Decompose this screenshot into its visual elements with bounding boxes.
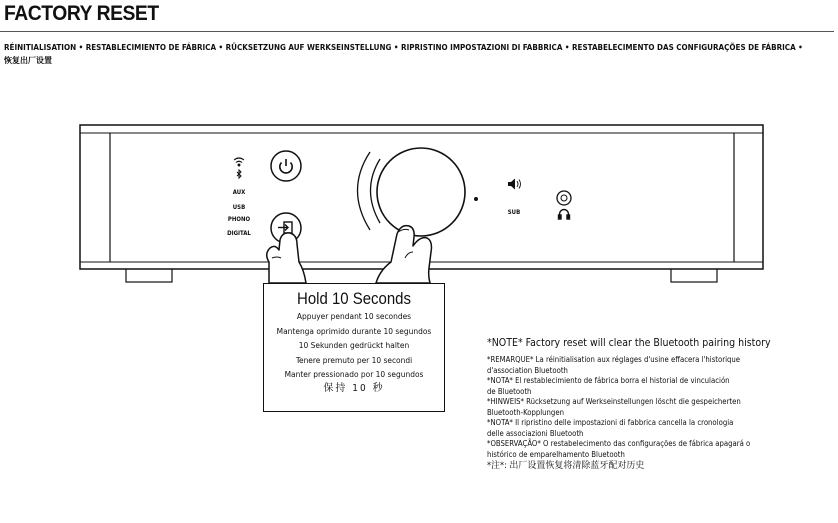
note-line: *OBSERVAÇÃO* O restabelecimento das configurações de fábrica apagará o <box>487 439 751 448</box>
right-foot <box>671 268 717 282</box>
translated-titles-line: RÉINITIALISATION • RESTABLECIMIENTO DE FÁBRICA • RÜCKSETZUNG AUF WERKSEINSTELLUNG • RIPRISTINO IMPOSTAZIONI DI FABBRICA • RESTABELECIMENTO DAS CONFIGURAÇÕES DE FÁBRICA • <box>4 43 803 52</box>
hold-line-zh: 保持 10 秒 <box>323 382 385 394</box>
hold-line-fr: Appuyer pendant 10 secondes <box>296 311 412 321</box>
hold-line-it: Tenere premuto per 10 secondi <box>295 354 413 365</box>
note-line: Bluetooth-Kopplungen <box>487 407 564 417</box>
input-label-usb: USB <box>232 204 246 211</box>
translated-title-zh: 恢复出厂设置 <box>4 56 52 65</box>
note-line: de Bluetooth <box>487 386 532 396</box>
hold-instruction-box <box>263 283 445 412</box>
left-foot <box>126 268 172 282</box>
headphone-jack[interactable] <box>557 191 571 205</box>
hold-line-es: Mantenga oprimido durante 10 segundos <box>276 325 432 336</box>
note-line: *REMARQUE* La réinitialisation aux réglages d'usine effacera l'historique <box>487 355 741 364</box>
hold-line-de: 10 Sekunden gedrückt halten <box>298 340 410 350</box>
note-line: *HINWEIS* Rücksetzung auf Werkseinstellungen löscht die gespeicherten <box>487 397 741 406</box>
hold-heading: Hold 10 Seconds <box>297 289 411 308</box>
note-line-zh: *注*: 出厂设置恢复将清除蓝牙配对历史 <box>487 461 645 471</box>
note-line: *NOTA* Il ripristino delle impostazioni di fabbrica cancella la cronologia <box>487 418 734 427</box>
hold-line-pt: Manter pressionado por 10 segundos <box>284 369 424 379</box>
volume-knob[interactable] <box>377 148 465 236</box>
power-button[interactable] <box>271 151 301 181</box>
note-line: d'association Bluetooth <box>487 365 568 375</box>
bluetooth-note <box>487 336 817 472</box>
indicator-dot <box>474 197 478 201</box>
page-title: FACTORY RESET <box>4 2 159 25</box>
input-label-phono: PHONO <box>227 216 251 223</box>
note-heading: *NOTE* Factory reset will clear the Bluetooth pairing history <box>487 337 771 349</box>
input-label-digital: DIGITAL <box>227 230 251 237</box>
sub-label: SUB <box>507 209 521 216</box>
note-line: histórico de emparelhamento Bluetooth <box>487 449 625 459</box>
note-line: *NOTA* El restablecimiento de fábrica borra el historial de vinculación <box>487 376 730 385</box>
input-label-aux: AUX <box>232 189 246 196</box>
note-line: delle associazioni Bluetooth <box>487 428 584 438</box>
